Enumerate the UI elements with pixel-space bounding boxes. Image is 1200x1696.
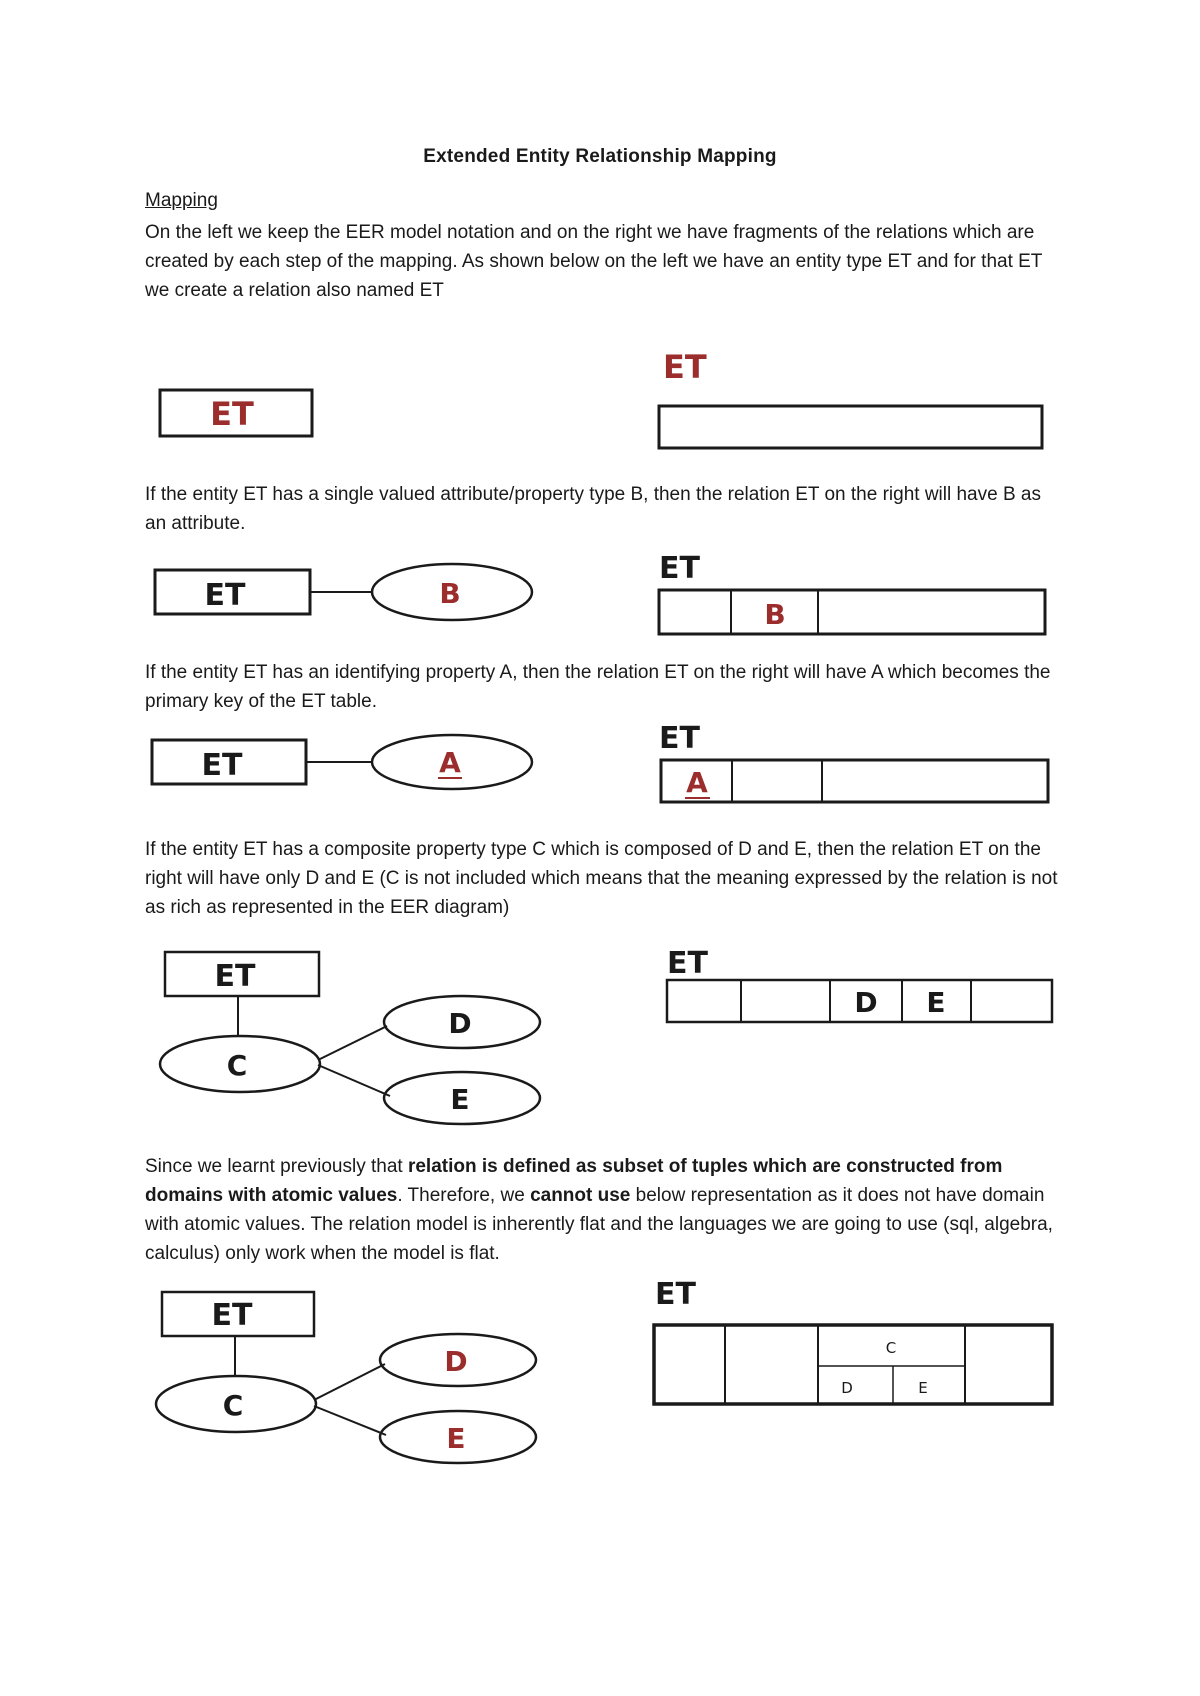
sub-column-e: E [918, 1379, 928, 1397]
page-title: Extended Entity Relationship Mapping [423, 146, 777, 167]
figure-composite-attribute [0, 940, 1200, 1130]
relation-title: ET [655, 1277, 696, 1312]
cannot-use-emphasis: cannot use [530, 1185, 631, 1206]
relation-table [654, 1325, 1052, 1404]
figure-single-valued-attribute [0, 548, 1200, 648]
attribute-d-label: D [448, 1007, 472, 1040]
sub-column-d: D [841, 1379, 853, 1397]
relation-title: ET [667, 946, 708, 981]
paragraph-flat-model: Since we learnt previously that relation is defined as subset of tuples which are constructed from domains with atomic values. Therefore, we cannot use below representation as it does not have domain with atomic values. The relation model is inherently flat and the languages we are going to use (sql, algebra, calculus) only work when the model is flat. [145, 1156, 1053, 1264]
relation-title: ET [659, 721, 700, 756]
relation-column-b: B [764, 598, 786, 631]
entity-label: ET [210, 395, 254, 433]
relation-column-d: D [854, 986, 878, 1019]
relation-table [659, 590, 1045, 634]
relation-title: ET [659, 551, 700, 586]
attribute-c-label: C [222, 1389, 244, 1422]
attribute-c-label: C [226, 1049, 248, 1082]
paragraph-identifying: If the entity ET has an identifying property A, then the relation ET on the right will have A which becomes the primary key of the ET table. [145, 662, 1051, 712]
definition-emphasis: relation is defined as subset of tuples which are constructed from domains with atomic values [145, 1156, 1003, 1206]
section-heading-mapping: Mapping [145, 190, 218, 211]
attribute-b-label: B [439, 577, 461, 610]
composite-column-c: C [885, 1339, 897, 1357]
figure-entity-to-relation [0, 340, 1200, 450]
entity-label: ET [211, 1298, 253, 1333]
figure-non-flat-relation [0, 1277, 1200, 1480]
paragraph-composite: If the entity ET has a composite property type C which is composed of D and E, then the relation ET on the right will have only D and E (C is not included which means that the meaning expressed by the relation is not as rich as represented in the EER diagram) [145, 839, 1058, 918]
attribute-a-label: A [439, 746, 461, 779]
relation-table [659, 406, 1042, 448]
attribute-e-label: E [446, 1422, 466, 1455]
relation-column-e: E [926, 986, 946, 1019]
entity-label: ET [201, 748, 243, 783]
relation-title: ET [663, 348, 707, 386]
entity-label: ET [204, 578, 246, 613]
attribute-e-label: E [450, 1083, 470, 1116]
figure-identifying-attribute [0, 720, 1200, 820]
paragraph-intro: On the left we keep the EER model notation and on the right we have fragments of the relations which are created by each step of the mapping. As shown below on the left we have an entity type ET and for that ET we create a relation also named ET [145, 222, 1043, 301]
attribute-d-label: D [444, 1345, 468, 1378]
paragraph-single-valued: If the entity ET has a single valued attribute/property type B, then the relation ET on the right will have B as an attribute. [145, 484, 1041, 534]
entity-label: ET [214, 959, 256, 994]
relation-column-a: A [686, 766, 708, 799]
relation-table [661, 760, 1048, 802]
